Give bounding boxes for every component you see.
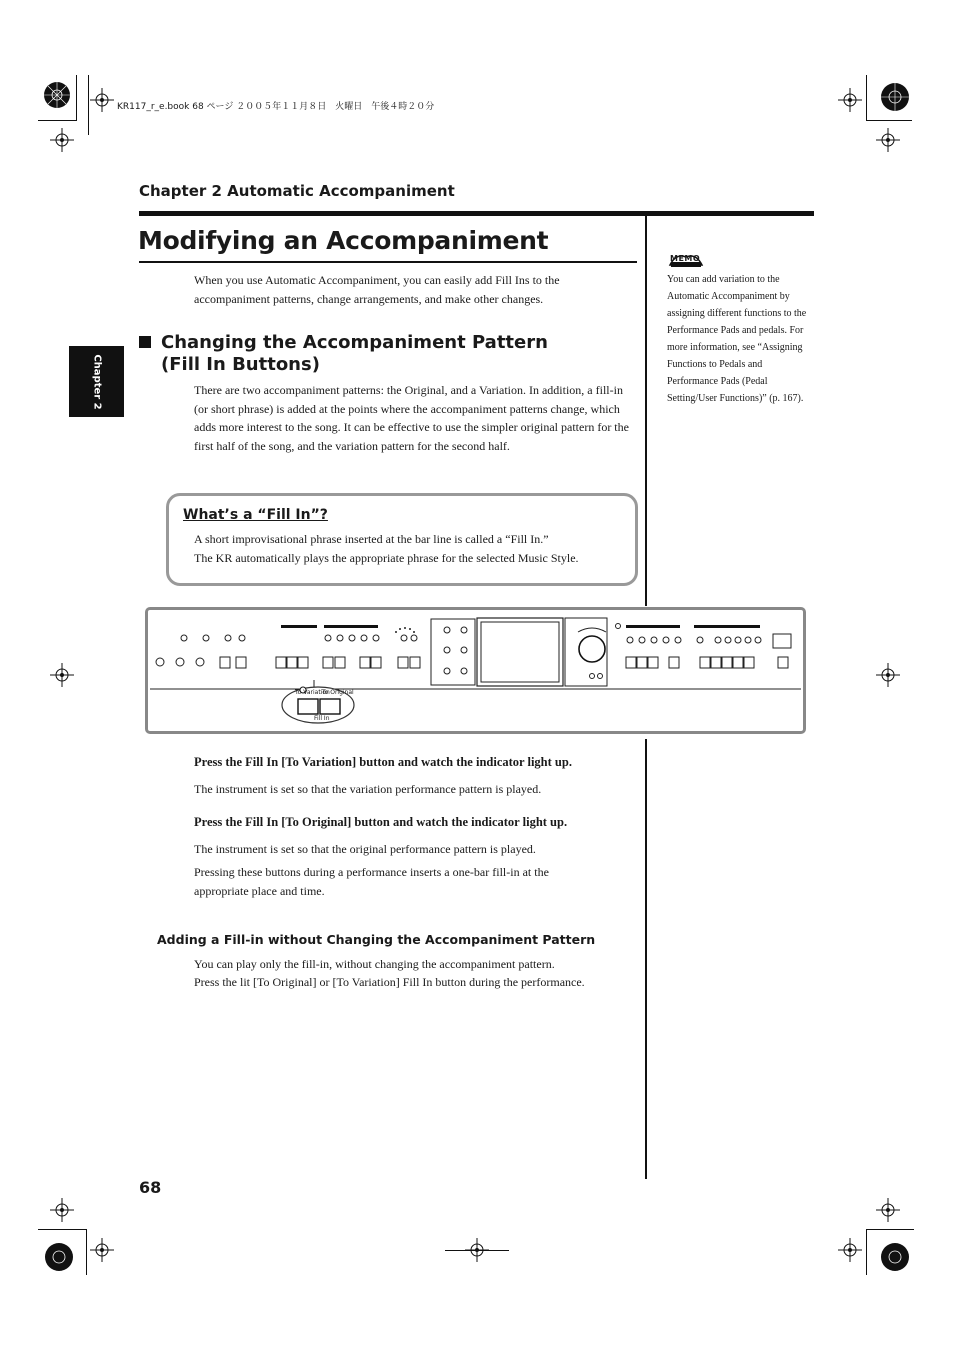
crosshair-icon	[50, 128, 74, 152]
pressing-note: Pressing these buttons during a performance inserts a one-bar fill-in at the appropriate place and time.	[194, 865, 549, 898]
section-bullet-icon	[139, 336, 151, 348]
intro-paragraph: When you use Automatic Accompaniment, you can easily add Fill Ins to the accompaniment patterns, change arrangements, and make other changes.	[194, 273, 560, 306]
column-divider-lower	[645, 739, 647, 1179]
callout-body	[194, 530, 579, 568]
crosshair-icon	[876, 1198, 900, 1222]
title-rule	[139, 261, 637, 263]
callout-line2: The KR automatically plays the appropriate phrase for the selected Music Style.	[194, 551, 579, 565]
fill-in-label: Fill In	[314, 715, 330, 722]
chapter-header: Chapter 2 Automatic Accompaniment	[139, 182, 455, 200]
memo-text: You can add variation to the Automatic Accompaniment by assigning different functions to the Performance Pads and pedals. For more information, see “Assigning Functions to Pedals and Performance Pads (Pedal Setting/User Functions)” (p. 167).	[667, 274, 807, 404]
subsection-body	[194, 955, 585, 991]
section-heading-line2: (Fill In Buttons)	[161, 354, 320, 375]
column-divider	[645, 216, 647, 606]
subsection-heading: Adding a Fill-in without Changing the Accompaniment Pattern	[157, 932, 596, 947]
step-2-instruction: Press the Fill In [To Original] button and watch the indicator light up.	[194, 815, 568, 829]
crosshair-icon	[876, 128, 900, 152]
crosshair-icon	[90, 1238, 114, 1262]
callout-heading: What’s a “Fill In”?	[183, 507, 328, 523]
crosshair-icon	[838, 1238, 862, 1262]
registration-mark-icon	[878, 80, 912, 114]
registration-mark-icon	[42, 1240, 76, 1274]
registration-mark-icon	[878, 1240, 912, 1274]
section-body: There are two accompaniment patterns: the Original, and a Variation. In addition, a fill-in (or short phrase) is added at the points where the accompaniment patterns change, which adds more interest to the song. It can be effective to use the simpler original pattern for the first half of the song, and the variation pattern for the second half.	[194, 383, 629, 453]
page-number: 68	[139, 1178, 162, 1197]
instrument-panel	[145, 607, 806, 734]
memo-label: MEMO	[670, 254, 701, 263]
memo-badge	[668, 251, 704, 269]
step-1-instruction: Press the Fill In [To Variation] button and watch the indicator light up.	[194, 755, 572, 769]
chapter-tab	[69, 346, 124, 417]
panel-illustration	[148, 610, 803, 731]
crosshair-icon	[90, 88, 114, 112]
to-original-label: To Original	[322, 689, 354, 696]
subsection-line1: You can play only the fill-in, without changing the accompaniment pattern.	[194, 957, 555, 971]
crosshair-icon	[876, 663, 900, 687]
section-heading	[161, 332, 548, 376]
callout-line1: A short improvisational phrase inserted at the bar line is called a “Fill In.”	[194, 532, 549, 546]
header-rule	[139, 211, 814, 216]
crosshair-icon	[50, 663, 74, 687]
step-2-result: The instrument is set so that the original performance pattern is played.	[194, 842, 536, 856]
print-header: KR117_r_e.book 68 ページ ２００５年１１月８日 火曜日 午後４時２０分	[117, 102, 435, 112]
step-1-result: The instrument is set so that the variation performance pattern is played.	[194, 782, 542, 796]
subsection-line2: Press the lit [To Original] or [To Variation] Fill In button during the performance.	[194, 975, 585, 989]
crosshair-icon	[50, 1198, 74, 1222]
chapter-tab-label: Chapter 2	[91, 353, 102, 410]
fill-in-callout	[166, 493, 638, 586]
page-title: Modifying an Accompaniment	[138, 226, 549, 255]
crosshair-icon	[838, 88, 862, 112]
to-variation-label: To Variation	[295, 689, 330, 696]
section-heading-line1: Changing the Accompaniment Pattern	[161, 332, 548, 353]
